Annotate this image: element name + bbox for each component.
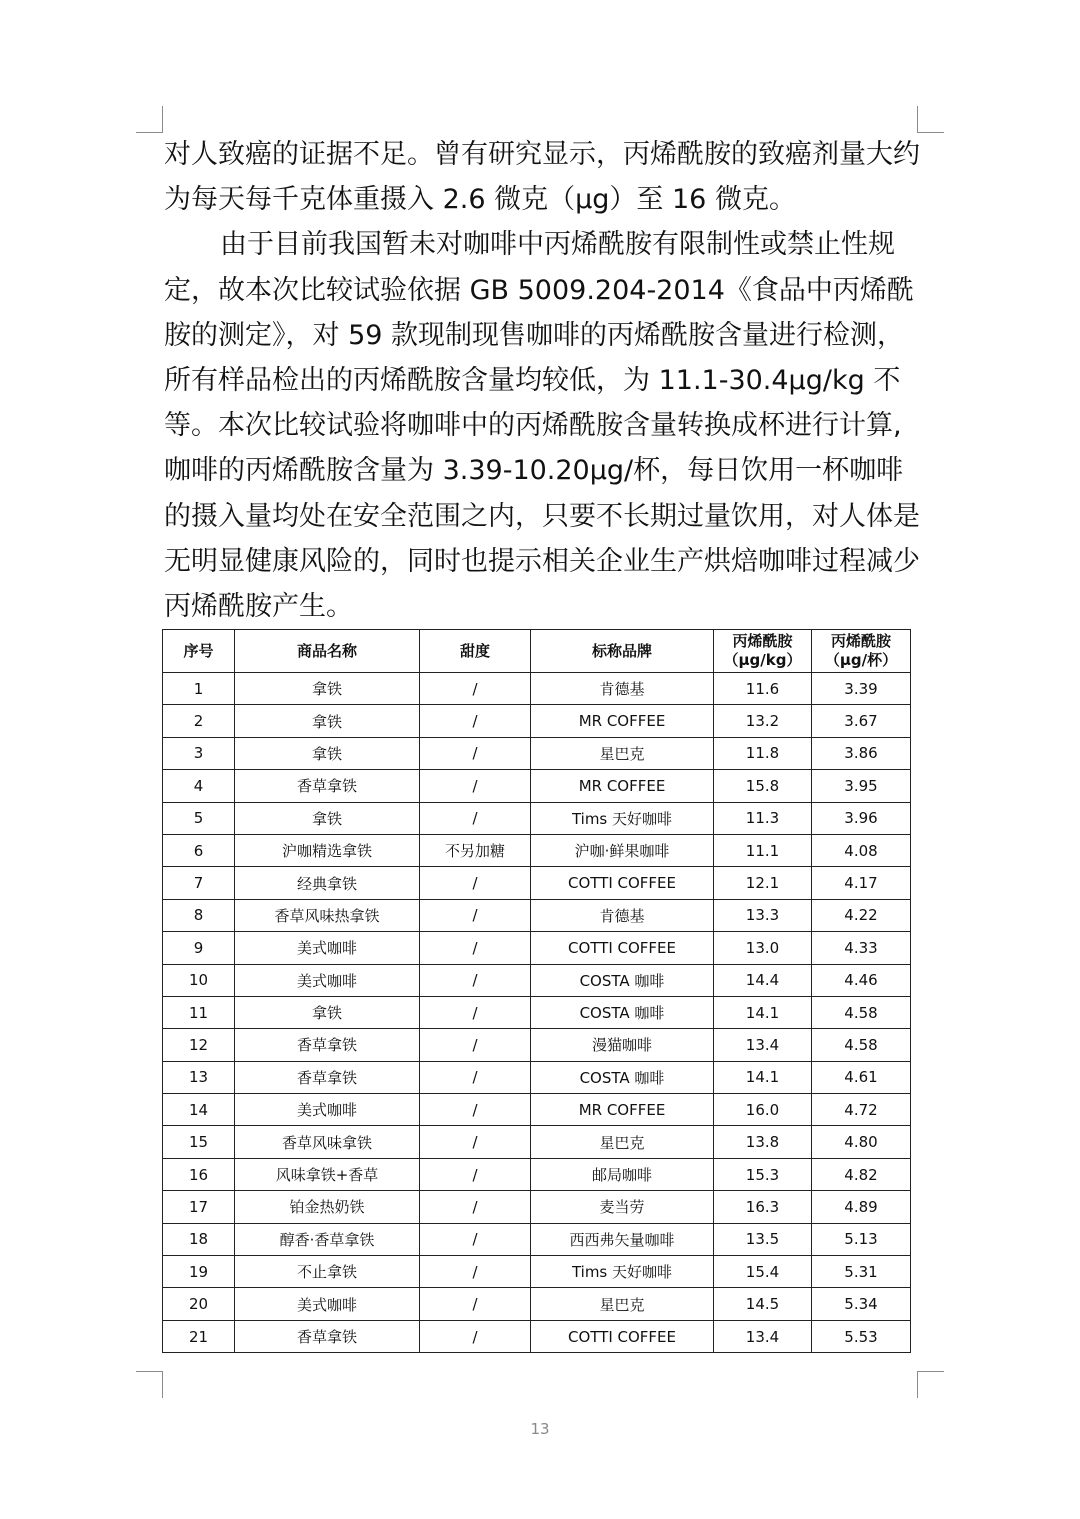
table-cell: 4.72 <box>812 1094 911 1126</box>
table-cell: 15 <box>163 1126 235 1158</box>
table-cell: / <box>420 867 531 899</box>
table-cell: 麦当劳 <box>531 1191 714 1223</box>
table-cell: 3.86 <box>812 737 911 769</box>
table-row <box>163 1094 911 1126</box>
table-row <box>163 867 911 899</box>
table-cell: 漫猫咖啡 <box>531 1029 714 1061</box>
table-cell: 16.3 <box>714 1191 812 1223</box>
table-header-row <box>163 630 911 673</box>
table-cell: MR COFFEE <box>531 1094 714 1126</box>
table-cell: COTTI COFFEE <box>531 932 714 964</box>
table-cell: 14.1 <box>714 996 812 1028</box>
table-cell: 4.61 <box>812 1061 911 1093</box>
column-header: 序号 <box>163 630 235 673</box>
table-cell: / <box>420 1029 531 1061</box>
column-header: 丙烯酰胺 （μg/杯） <box>812 630 911 673</box>
page-number: 13 <box>530 1420 550 1438</box>
table-cell: 12.1 <box>714 867 812 899</box>
table-row <box>163 802 911 834</box>
table-cell: 4.58 <box>812 996 911 1028</box>
table-cell: 4.89 <box>812 1191 911 1223</box>
table-cell: 4.82 <box>812 1158 911 1190</box>
table-cell: 2 <box>163 705 235 737</box>
table-cell: 经典拿铁 <box>235 867 420 899</box>
table-cell: Tims 天好咖啡 <box>531 1256 714 1288</box>
table-cell: 13.5 <box>714 1223 812 1255</box>
table-cell: MR COFFEE <box>531 770 714 802</box>
table-cell: 香草拿铁 <box>235 770 420 802</box>
table-cell: 肯德基 <box>531 673 714 705</box>
table-cell: / <box>420 1061 531 1093</box>
table-cell: 10 <box>163 964 235 996</box>
column-header: 标称品牌 <box>531 630 714 673</box>
table-row <box>163 1158 911 1190</box>
table-cell: 拿铁 <box>235 737 420 769</box>
table-row <box>163 737 911 769</box>
paragraph-1: 对人致癌的证据不足。曾有研究显示，丙烯酰胺的致癌剂量大约为每天每千克体重摄入 2.6 微克（μg）至 16 微克。 <box>164 139 920 216</box>
table-row <box>163 1223 911 1255</box>
table-cell: 西西弗矢量咖啡 <box>531 1223 714 1255</box>
table-cell: 3.67 <box>812 705 911 737</box>
table-cell: 16 <box>163 1158 235 1190</box>
table-cell: 6 <box>163 834 235 866</box>
table-row <box>163 770 911 802</box>
table-cell: 香草拿铁 <box>235 1061 420 1093</box>
table-cell: 拿铁 <box>235 996 420 1028</box>
table-cell: 醇香·香草拿铁 <box>235 1223 420 1255</box>
table-cell: 3.96 <box>812 802 911 834</box>
table-cell: / <box>420 1191 531 1223</box>
table-cell: COSTA 咖啡 <box>531 996 714 1028</box>
table-cell: / <box>420 964 531 996</box>
table-cell: 5.13 <box>812 1223 911 1255</box>
table-cell: Tims 天好咖啡 <box>531 802 714 834</box>
body-text <box>164 132 924 629</box>
table-cell: 不止拿铁 <box>235 1256 420 1288</box>
table-cell: 5.53 <box>812 1320 911 1352</box>
table-cell: 5.34 <box>812 1288 911 1320</box>
table-row <box>163 1256 911 1288</box>
table-cell: / <box>420 1126 531 1158</box>
table-cell: 17 <box>163 1191 235 1223</box>
table-cell: 19 <box>163 1256 235 1288</box>
table-cell: 21 <box>163 1320 235 1352</box>
table-row <box>163 1191 911 1223</box>
table-cell: 11 <box>163 996 235 1028</box>
table-row <box>163 1061 911 1093</box>
table-cell: 肯德基 <box>531 899 714 931</box>
table-row <box>163 996 911 1028</box>
table-cell: 8 <box>163 899 235 931</box>
table-cell: 4.58 <box>812 1029 911 1061</box>
table-cell: / <box>420 899 531 931</box>
table-cell: / <box>420 705 531 737</box>
table-cell: 18 <box>163 1223 235 1255</box>
table-cell: 香草风味热拿铁 <box>235 899 420 931</box>
table-cell: 13.8 <box>714 1126 812 1158</box>
table-cell: 13.4 <box>714 1320 812 1352</box>
table-row <box>163 964 911 996</box>
table-cell: 美式咖啡 <box>235 1094 420 1126</box>
acrylamide-table <box>162 629 911 1353</box>
table-cell: 4 <box>163 770 235 802</box>
table-cell: 拿铁 <box>235 802 420 834</box>
table-cell: 13.2 <box>714 705 812 737</box>
table-cell: / <box>420 737 531 769</box>
table-cell: 15.4 <box>714 1256 812 1288</box>
table-row <box>163 1288 911 1320</box>
table-row <box>163 1320 911 1352</box>
table-cell: 5.31 <box>812 1256 911 1288</box>
table-cell: 15.8 <box>714 770 812 802</box>
table-cell: 14.5 <box>714 1288 812 1320</box>
table-cell: 4.80 <box>812 1126 911 1158</box>
table-cell: 11.3 <box>714 802 812 834</box>
table-cell: / <box>420 1256 531 1288</box>
table-header <box>163 630 911 673</box>
table-cell: 14 <box>163 1094 235 1126</box>
table-cell: 香草拿铁 <box>235 1320 420 1352</box>
table-cell: COTTI COFFEE <box>531 1320 714 1352</box>
table-cell: / <box>420 996 531 1028</box>
table-cell: MR COFFEE <box>531 705 714 737</box>
table-row <box>163 932 911 964</box>
table-cell: 香草拿铁 <box>235 1029 420 1061</box>
crop-mark-bottom-right <box>917 1371 944 1398</box>
table-cell: 星巴克 <box>531 1126 714 1158</box>
table-cell: 3 <box>163 737 235 769</box>
table-cell: / <box>420 1158 531 1190</box>
table-cell: 12 <box>163 1029 235 1061</box>
table-cell: 16.0 <box>714 1094 812 1126</box>
table-cell: 14.1 <box>714 1061 812 1093</box>
table-cell: 拿铁 <box>235 705 420 737</box>
crop-mark-top-right <box>917 106 944 133</box>
table-cell: 沪咖·鲜果咖啡 <box>531 834 714 866</box>
table-cell: / <box>420 1288 531 1320</box>
table-body <box>163 673 911 1353</box>
table-row <box>163 834 911 866</box>
table-cell: 不另加糖 <box>420 834 531 866</box>
table-cell: / <box>420 1094 531 1126</box>
table-row <box>163 673 911 705</box>
crop-mark-bottom-left <box>136 1371 163 1398</box>
table-cell: 4.08 <box>812 834 911 866</box>
table-cell: 铂金热奶铁 <box>235 1191 420 1223</box>
table-cell: 4.22 <box>812 899 911 931</box>
table-cell: 美式咖啡 <box>235 1288 420 1320</box>
table-cell: 美式咖啡 <box>235 964 420 996</box>
column-header: 丙烯酰胺 （μg/kg） <box>714 630 812 673</box>
table-cell: 美式咖啡 <box>235 932 420 964</box>
table-cell: 沪咖精选拿铁 <box>235 834 420 866</box>
table-row <box>163 1029 911 1061</box>
table-cell: 4.33 <box>812 932 911 964</box>
table-cell: 9 <box>163 932 235 964</box>
paragraph-2: 由于目前我国暂未对咖啡中丙烯酰胺有限制性或禁止性规定，故本次比较试验依据 GB 5009.204-2014《食品中丙烯酰胺的测定》，对 59 款现制现售咖啡的丙烯酰胺含量进行检测，所有样品检出的丙烯酰胺含量均较低，为 11.1-30.4μg/kg 不等。本次比较试验将咖啡中的丙烯酰胺含量转换成杯进行计算,咖啡的丙烯酰胺含量为 3.39-10.20μg/杯，每日饮用一杯咖啡的摄入量均处在安全范围之内，只要不长期过量饮用，对人体是无明显健康风险的，同时也提示相关企业生产烘焙咖啡过程减少丙烯酰胺产生。 <box>164 229 920 623</box>
table-cell: 4.46 <box>812 964 911 996</box>
table-cell: 20 <box>163 1288 235 1320</box>
column-header: 商品名称 <box>235 630 420 673</box>
table-cell: 13.4 <box>714 1029 812 1061</box>
table-cell: / <box>420 1223 531 1255</box>
table-cell: 7 <box>163 867 235 899</box>
table-row <box>163 1126 911 1158</box>
table-cell: 5 <box>163 802 235 834</box>
table-cell: 3.95 <box>812 770 911 802</box>
table-cell: / <box>420 932 531 964</box>
table-cell: 1 <box>163 673 235 705</box>
table-cell: 11.8 <box>714 737 812 769</box>
table-cell: / <box>420 673 531 705</box>
table-row <box>163 705 911 737</box>
table-cell: 13.0 <box>714 932 812 964</box>
column-header: 甜度 <box>420 630 531 673</box>
table-cell: / <box>420 802 531 834</box>
table-cell: COSTA 咖啡 <box>531 964 714 996</box>
table-cell: 14.4 <box>714 964 812 996</box>
table-cell: 风味拿铁+香草 <box>235 1158 420 1190</box>
table-cell: 11.1 <box>714 834 812 866</box>
table-cell: 11.6 <box>714 673 812 705</box>
table-cell: 邮局咖啡 <box>531 1158 714 1190</box>
table-cell: 星巴克 <box>531 737 714 769</box>
table-cell: COSTA 咖啡 <box>531 1061 714 1093</box>
table-cell: / <box>420 770 531 802</box>
table-cell: 13.3 <box>714 899 812 931</box>
table-row <box>163 899 911 931</box>
table-cell: COTTI COFFEE <box>531 867 714 899</box>
table-cell: 13 <box>163 1061 235 1093</box>
table-cell: 香草风味拿铁 <box>235 1126 420 1158</box>
table-cell: 星巴克 <box>531 1288 714 1320</box>
crop-mark-top-left <box>136 106 163 133</box>
table-cell: 4.17 <box>812 867 911 899</box>
table-cell: 15.3 <box>714 1158 812 1190</box>
table-cell: 拿铁 <box>235 673 420 705</box>
table-cell: / <box>420 1320 531 1352</box>
table-cell: 3.39 <box>812 673 911 705</box>
